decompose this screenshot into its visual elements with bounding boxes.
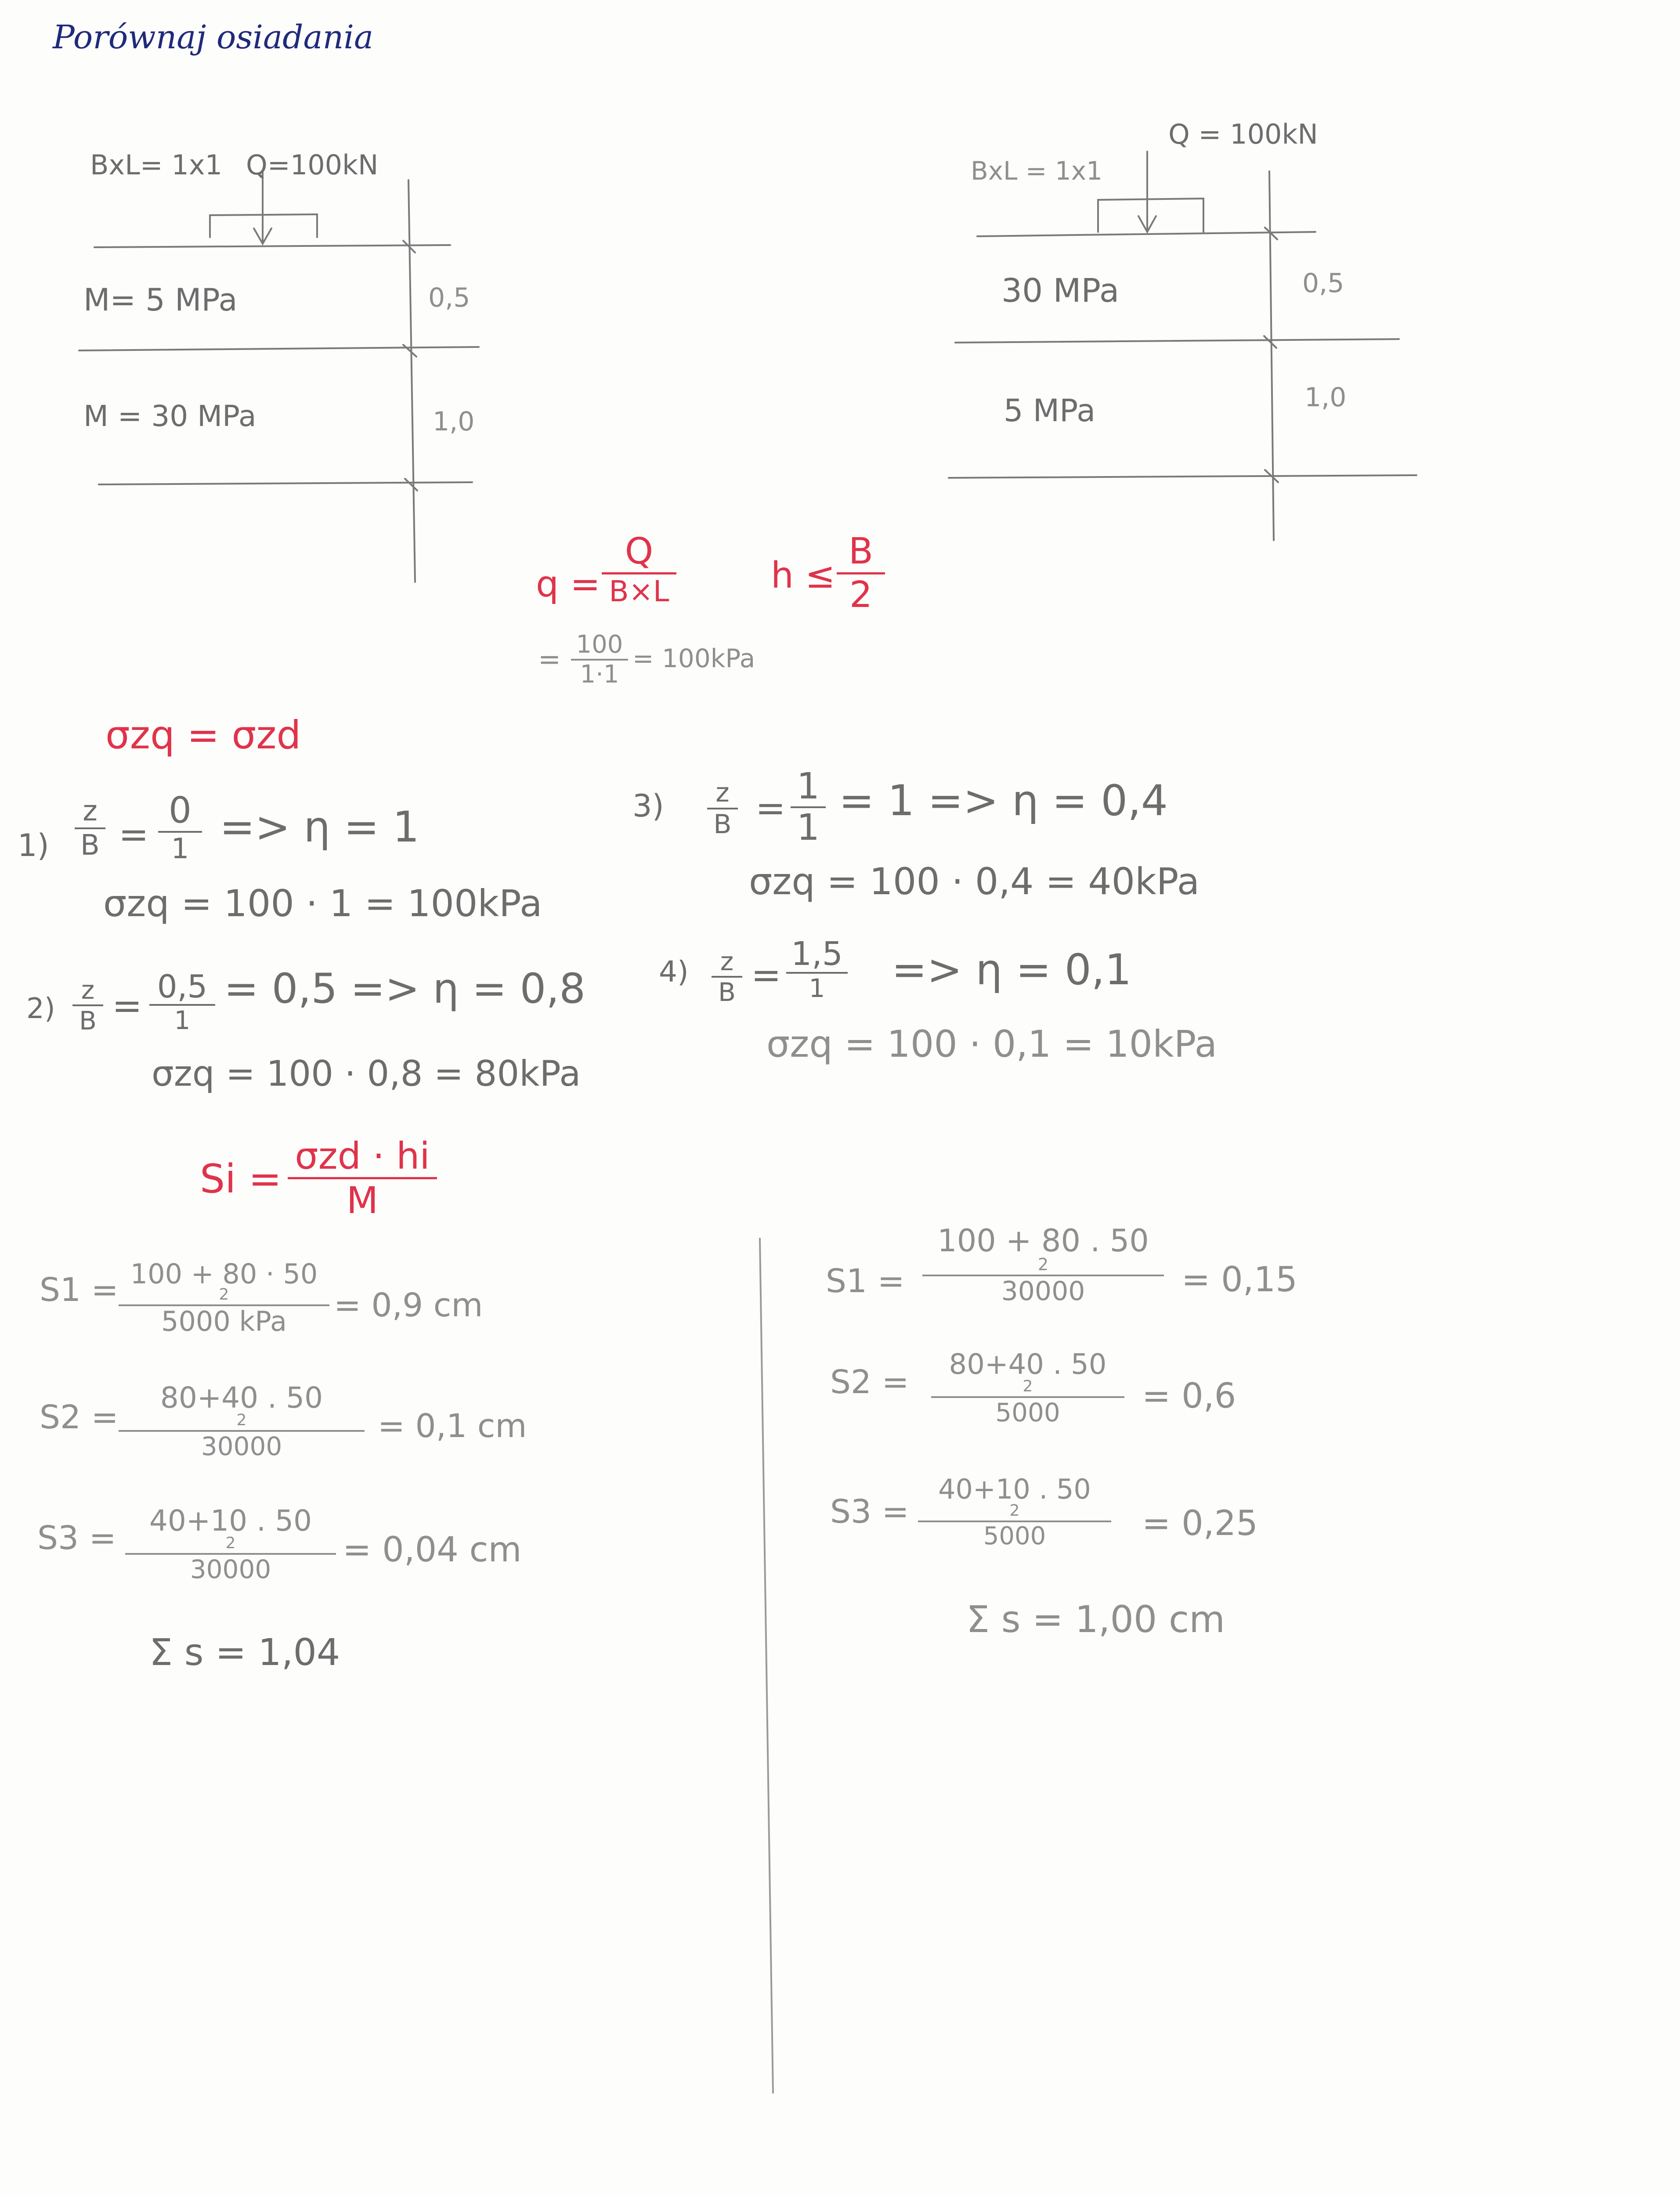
left-s3-top: 40+10 <box>149 1504 248 1538</box>
step3-z-over-b <box>707 777 738 840</box>
left-layer1-thickness: 0,5 <box>428 282 470 313</box>
q-formula-lhs: q = <box>536 563 600 605</box>
step2-value-den: 1 <box>174 1005 191 1035</box>
right-s1-result: = 0,15 <box>1181 1260 1297 1300</box>
left-s1-den: 5000 kPa <box>161 1305 287 1337</box>
column-divider <box>760 1239 773 2093</box>
step4-value-fraction <box>786 935 848 1003</box>
step2-label: 2) <box>26 993 55 1025</box>
step2-b: B <box>79 1006 97 1036</box>
step3-value-fraction <box>791 766 826 849</box>
step2-z: z <box>81 975 95 1005</box>
left-layer2-modulus: M = 30 MPa <box>83 399 257 433</box>
right-s3-den: 5000 <box>983 1522 1046 1550</box>
right-s1-lhs: S1 = <box>826 1262 905 1300</box>
left-s3-top-den: 2 <box>225 1534 236 1552</box>
step4-b: B <box>718 977 736 1007</box>
step4-z-over-b <box>712 946 742 1007</box>
step2-result: = 0,5 => η = 0,8 <box>224 965 586 1013</box>
step1-eq: = <box>119 814 149 856</box>
h-formula-fraction <box>837 531 885 616</box>
step1-value-num: 0 <box>168 790 192 831</box>
h-formula-num: B <box>848 531 874 572</box>
step1-z: z <box>83 795 98 827</box>
q-calc-num: 100 <box>576 630 623 659</box>
left-depth-axis <box>408 180 415 582</box>
step3-b: B <box>713 809 732 840</box>
right-s3-fraction <box>918 1473 1111 1550</box>
right-s2-den: 5000 <box>995 1398 1060 1427</box>
left-s3-result: = 0,04 cm <box>343 1530 522 1570</box>
q-formula-fraction <box>602 531 676 608</box>
q-calc-fraction <box>571 632 628 687</box>
step4-result: => η = 0,1 <box>892 945 1132 994</box>
left-s2-mult: . 50 <box>267 1381 323 1415</box>
left-s3-fraction <box>125 1506 336 1582</box>
left-layer2-thickness: 1,0 <box>433 406 475 437</box>
step1-label: 1) <box>18 827 49 863</box>
step4-eq: = <box>751 954 781 996</box>
h-formula-lhs: h ≤ <box>771 555 835 596</box>
left-s1-top-den: 2 <box>219 1286 229 1304</box>
left-layer-boundary-1 <box>79 347 479 350</box>
q-formula-num: Q <box>625 531 654 572</box>
right-layer1-thickness: 0,5 <box>1302 268 1344 299</box>
left-load-label: Q=100kN <box>246 149 379 181</box>
q-calc-result: = 100kPa <box>632 643 755 673</box>
step4-value-num: 1,5 <box>791 935 843 973</box>
left-sum: Σ s = 1,04 <box>149 1631 340 1674</box>
left-s3-lhs: S3 = <box>37 1519 116 1557</box>
left-s1-top: 100 + 80 <box>130 1258 257 1290</box>
step2-eq: = <box>112 985 142 1027</box>
right-sum: Σ s = 1,00 cm <box>966 1598 1225 1641</box>
left-layer-boundary-2 <box>99 482 472 484</box>
step1-calc: σzq = 100 · 1 = 100kPa <box>103 882 542 925</box>
settlement-formula-den: M <box>346 1179 379 1222</box>
q-formula-den: B×L <box>609 574 669 608</box>
step2-value-num: 0,5 <box>157 968 208 1005</box>
step2-calc: σzq = 100 · 0,8 = 80kPa <box>152 1053 581 1094</box>
step1-value-fraction <box>158 790 202 865</box>
right-s2-mult: . 50 <box>1053 1348 1107 1381</box>
left-s1-lhs: S1 = <box>40 1271 119 1309</box>
right-s3-mult: . 50 <box>1039 1473 1091 1505</box>
right-load-label: Q = 100kN <box>1168 118 1318 150</box>
right-layer2-thickness: 1,0 <box>1304 382 1347 413</box>
left-layer1-modulus: M= 5 MPa <box>83 282 238 318</box>
settlement-formula-num: σzd · hi <box>295 1134 430 1177</box>
left-ground-line <box>94 245 450 247</box>
right-layer2-modulus: 5 MPa <box>1004 393 1096 429</box>
page-title: Porównaj osiadania <box>53 18 374 56</box>
left-s2-fraction <box>119 1383 365 1459</box>
left-s1-result: = 0,9 cm <box>334 1286 483 1324</box>
settlement-formula-fraction <box>288 1134 437 1222</box>
step1-b: B <box>80 829 100 862</box>
right-s1-mult: . 50 <box>1090 1223 1149 1259</box>
right-depth-axis <box>1269 171 1274 540</box>
right-s1-fraction <box>922 1223 1164 1307</box>
step1-z-over-b <box>75 797 105 860</box>
left-s2-den: 30000 <box>201 1431 282 1461</box>
right-s1-top: 100 + 80 <box>937 1223 1080 1259</box>
left-s3-mult: . 50 <box>257 1504 312 1538</box>
step4-z: z <box>720 946 734 976</box>
right-s3-result: = 0,25 <box>1142 1504 1258 1543</box>
q-calc-eq: = <box>538 643 561 675</box>
h-formula-den: 2 <box>849 574 873 616</box>
right-s1-top-den: 2 <box>1037 1255 1049 1274</box>
step4-value-den: 1 <box>809 973 825 1003</box>
left-s2-top: 80+40 <box>160 1381 259 1415</box>
right-layer1-modulus: 30 MPa <box>1001 272 1120 310</box>
step2-z-over-b <box>72 975 103 1036</box>
step1-value-den: 1 <box>171 833 189 865</box>
step3-result: = 1 => η = 0,4 <box>839 776 1168 825</box>
step3-label: 3) <box>632 788 664 824</box>
q-calc-den: 1·1 <box>580 660 619 689</box>
step3-calc: σzq = 100 · 0,4 = 40kPa <box>749 860 1200 903</box>
right-s2-result: = 0,6 <box>1142 1376 1236 1416</box>
right-s3-top: 40+10 <box>938 1473 1030 1505</box>
left-s1-fraction <box>119 1258 329 1337</box>
left-s3-den: 30000 <box>190 1554 271 1584</box>
right-dims-label: BxL = 1x1 <box>971 156 1103 186</box>
right-layer-boundary-1 <box>955 339 1399 343</box>
step3-value-num: 1 <box>796 766 820 807</box>
step3-z: z <box>715 777 730 808</box>
step2-value-fraction <box>149 968 215 1035</box>
step1-result: => η = 1 <box>220 802 419 852</box>
right-s3-lhs: S3 = <box>830 1493 909 1531</box>
stress-equality: σzq = σzd <box>105 712 301 758</box>
settlement-formula-lhs: Si = <box>200 1156 282 1202</box>
step4-calc: σzq = 100 · 0,1 = 10kPa <box>766 1022 1218 1065</box>
left-s2-lhs: S2 = <box>40 1398 119 1436</box>
right-s2-top: 80+40 <box>949 1348 1044 1381</box>
left-s2-result: = 0,1 cm <box>378 1407 527 1445</box>
right-s2-fraction <box>931 1348 1124 1427</box>
right-s2-top-den: 2 <box>1022 1377 1033 1395</box>
right-layer-boundary-2 <box>949 475 1416 478</box>
left-s1-mult: · 50 <box>266 1258 318 1290</box>
right-s1-den: 30000 <box>1001 1276 1085 1307</box>
left-s2-top-den: 2 <box>236 1411 247 1429</box>
right-s3-top-den: 2 <box>1009 1502 1020 1520</box>
step3-value-den: 1 <box>796 807 820 849</box>
step3-eq: = <box>755 787 786 829</box>
step4-label: 4) <box>659 955 689 989</box>
left-dims-label: BxL= 1x1 <box>90 149 223 181</box>
right-s2-lhs: S2 = <box>830 1363 909 1401</box>
right-ground-line <box>977 232 1315 236</box>
